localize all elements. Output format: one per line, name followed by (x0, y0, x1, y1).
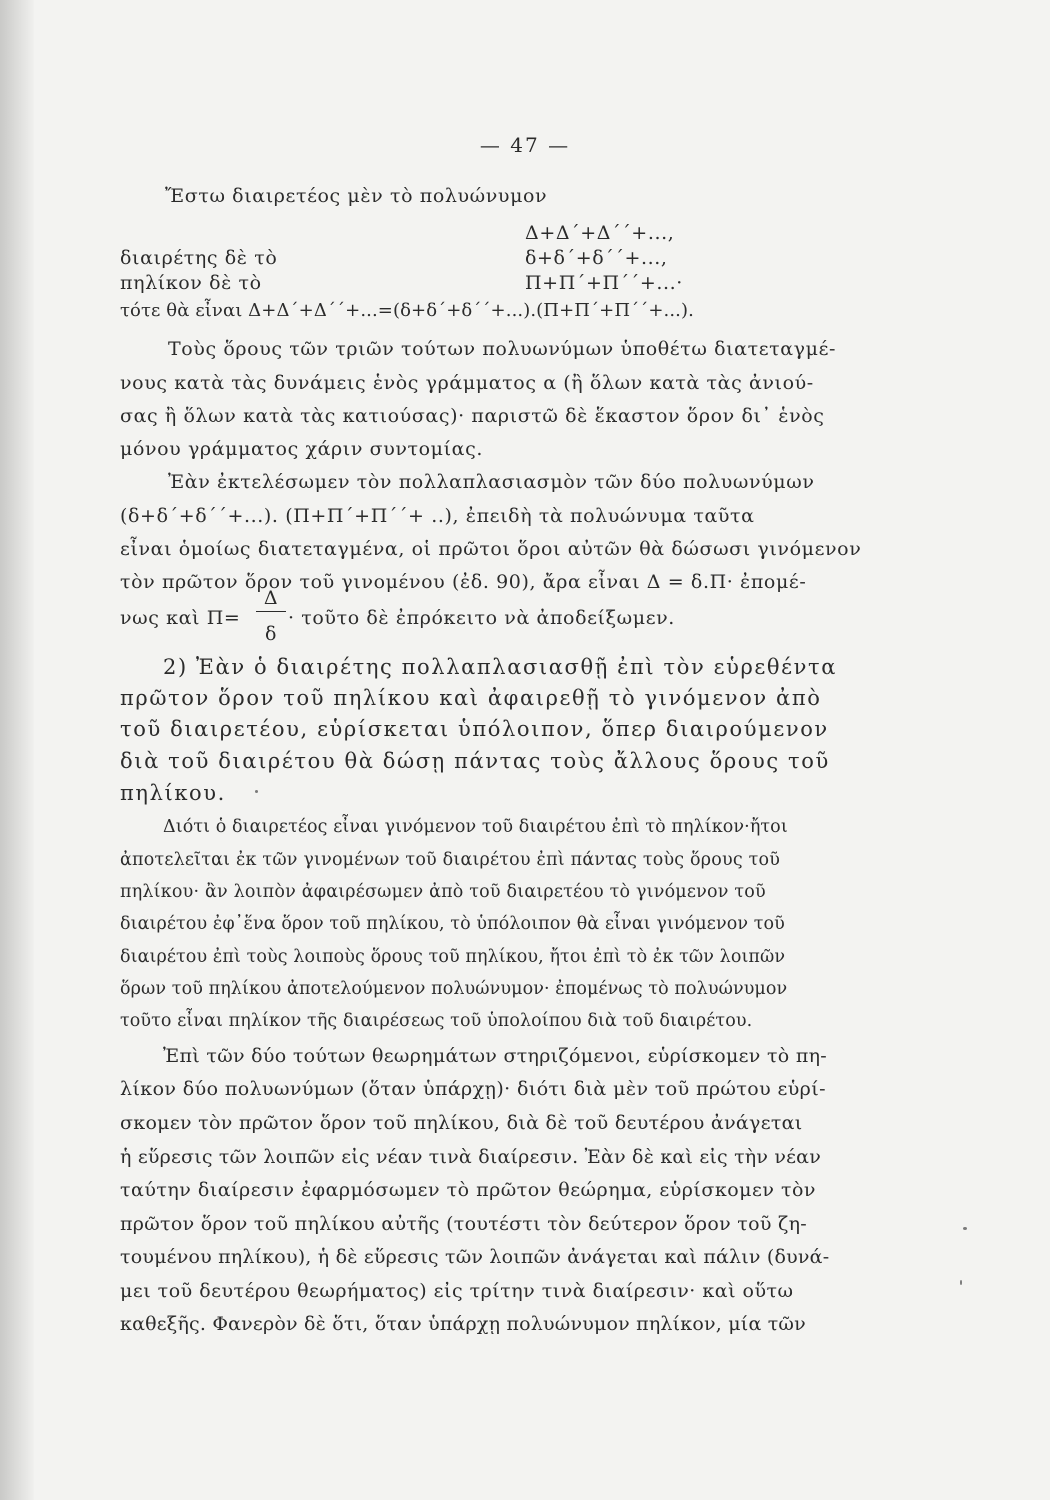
proof-line: διαιρέτου ἐπὶ τοὺς λοιποὺς ὅρους τοῦ πηλίκου, ἤτοι ἐπὶ τὸ ἐκ τῶν λοιπῶν (120, 947, 786, 967)
paragraph2-line: εἶναι ὁμοίως διατεταγμένα, οἱ πρῶτοι ὅροι αὐτῶν θὰ δώσωσι γινόμενον (120, 538, 862, 560)
paragraph2-line: Ἐὰν ἐκτελέσωμεν τὸν πολλαπλασιασμὸν τῶν δύο πολυωνύμων (168, 471, 815, 493)
conclusion-line: πρῶτον ὅρον τοῦ πηλίκου αὐτῆς (τουτέστι τὸν δεύτερον ὅρον τοῦ ζη- (120, 1213, 808, 1235)
scan-speck (255, 790, 258, 793)
conclusion-line: λίκον δύο πολυωνύμων (ὅταν ὑπάρχῃ)· διότι διὰ μὲν τοῦ πρώτου εὑρί- (120, 1078, 826, 1100)
paragraph2-line: τὸν πρῶτον ὅρον τοῦ γινομένου (ἐδ. 90), ἄρα εἶναι Δ = δ.Π· ἐπομέ- (120, 571, 807, 593)
quotient-label: πηλίκον δὲ τὸ (120, 272, 262, 294)
page-number: — 47 — (479, 133, 571, 157)
conclusion-line: καθεξῆς. Φανερὸν δὲ ὅτι, ὅταν ὑπάρχῃ πολυώνυμον πηλίκον, μία τῶν (120, 1313, 806, 1335)
fraction-numerator: Δ (263, 587, 279, 609)
proof-line: ὅρων τοῦ πηλίκου ἀποτελούμενον πολυώνυμον· ἐπομένως τὸ πολυώνυμον (120, 979, 788, 999)
conclusion-line: μει τοῦ δευτέρου θεωρήματος) εἰς τρίτην τινὰ διαίρεσιν· καὶ οὕτω (120, 1280, 794, 1302)
proof-line: πηλίκου· ἂν λοιπὸν ἀφαιρέσωμεν ἀπὸ τοῦ διαιρετέου τὸ γινόμενον τοῦ (120, 882, 766, 902)
scan-speck (960, 1280, 962, 1285)
dividend-expression: Δ+Δ΄+Δ΄΄+..., (525, 222, 675, 244)
paragraph1-line: σας ἢ ὅλων κατὰ τὰς κατιούσας)· παριστῶ δὲ ἕκαστον ὅρον δι᾽ ἑνὸς (120, 405, 825, 427)
theorem2-line: διὰ τοῦ διαιρέτου θὰ δώσῃ πάντας τοὺς ἄλλους ὅρους τοῦ (120, 749, 830, 773)
fraction-prefix: νως καὶ Π= (120, 607, 241, 629)
fraction-denominator: δ (264, 623, 278, 645)
conclusion-line: Ἐπὶ τῶν δύο τούτων θεωρημάτων στηριζόμενοι, εὑρίσκομεν τὸ πη- (163, 1045, 828, 1067)
dividend-intro: Ἔστω διαιρετέος μὲν τὸ πολυώνυμον (165, 185, 548, 207)
fraction-suffix: · τοῦτο δὲ ἐπρόκειτο νὰ ἀποδείξωμεν. (288, 607, 675, 629)
theorem2-line: τοῦ διαιρετέου, εὑρίσκεται ὑπόλοιπον, ὅπερ διαιρούμενον (120, 717, 829, 741)
division-identity: τότε θὰ εἶναι Δ+Δ΄+Δ΄΄+...=(δ+δ΄+δ΄΄+...).(Π+Π΄+Π΄΄+...). (120, 300, 694, 321)
paragraph1-line: Τοὺς ὅρους τῶν τριῶν τούτων πολυωνύμων ὑποθέτω διατεταγμέ- (168, 338, 837, 360)
page-gutter-shadow (0, 0, 34, 1500)
scan-speck (963, 1227, 967, 1230)
divisor-label: διαιρέτης δὲ τὸ (120, 247, 278, 269)
paragraph1-line: νους κατὰ τὰς δυνάμεις ἑνὸς γράμματος α (ἢ ὅλων κατὰ τὰς ἀνιού- (120, 372, 814, 394)
theorem2-line: πρῶτον ὅρον τοῦ πηλίκου καὶ ἀφαιρεθῇ τὸ γινόμενον ἀπὸ (120, 686, 822, 710)
conclusion-line: τουμένου πηλίκου), ἡ δὲ εὕρεσις τῶν λοιπῶν ἀνάγεται καὶ πάλιν (δυνά- (120, 1246, 830, 1268)
proof-line: ἀποτελεῖται ἐκ τῶν γινομένων τοῦ διαιρέτου ἐπὶ πάντας τοὺς ὅρους τοῦ (120, 850, 781, 870)
conclusion-line: σκομεν τὸν πρῶτον ὅρον τοῦ πηλίκου, διὰ δὲ τοῦ δευτέρου ἀνάγεται (120, 1112, 803, 1134)
proof-line: διαιρέτου ἐφ᾽ἕνα ὅρον τοῦ πηλίκου, τὸ ὑπόλοιπον θὰ εἶναι γινόμενον τοῦ (120, 914, 785, 934)
proof-line: τοῦτο εἶναι πηλίκον τῆς διαιρέσεως τοῦ ὑπολοίπου διὰ τοῦ διαιρέτου. (120, 1011, 753, 1031)
conclusion-line: ἡ εὕρεσις τῶν λοιπῶν εἰς νέαν τινὰ διαίρεσιν. Ἐὰν δὲ καὶ εἰς τὴν νέαν (120, 1146, 821, 1168)
paragraph1-line: μόνου γράμματος χάριν συντομίας. (120, 438, 483, 460)
theorem2-line: 2) Ἐὰν ὁ διαιρέτης πολλαπλασιασθῇ ἐπὶ τὸν εὑρεθέντα (163, 655, 837, 679)
theorem2-line: πηλίκου. (120, 781, 226, 805)
divisor-expression: δ+δ΄+δ΄΄+..., (525, 247, 668, 269)
paragraph2-line: (δ+δ΄+δ΄΄+...). (Π+Π΄+Π΄΄+ ..), ἐπειδὴ τὰ πολυώνυμα ταῦτα (120, 505, 755, 527)
fraction-bar (256, 611, 286, 612)
conclusion-line: ταύτην διαίρεσιν ἐφαρμόσωμεν τὸ πρῶτον θεώρημα, εὑρίσκομεν τὸν (120, 1179, 816, 1201)
proof-line: Διότι ὁ διαιρετέος εἶναι γινόμενον τοῦ διαιρέτου ἐπὶ τὸ πηλίκον·ἤτοι (163, 817, 788, 837)
quotient-expression: Π+Π΄+Π΄΄+...· (525, 272, 683, 294)
